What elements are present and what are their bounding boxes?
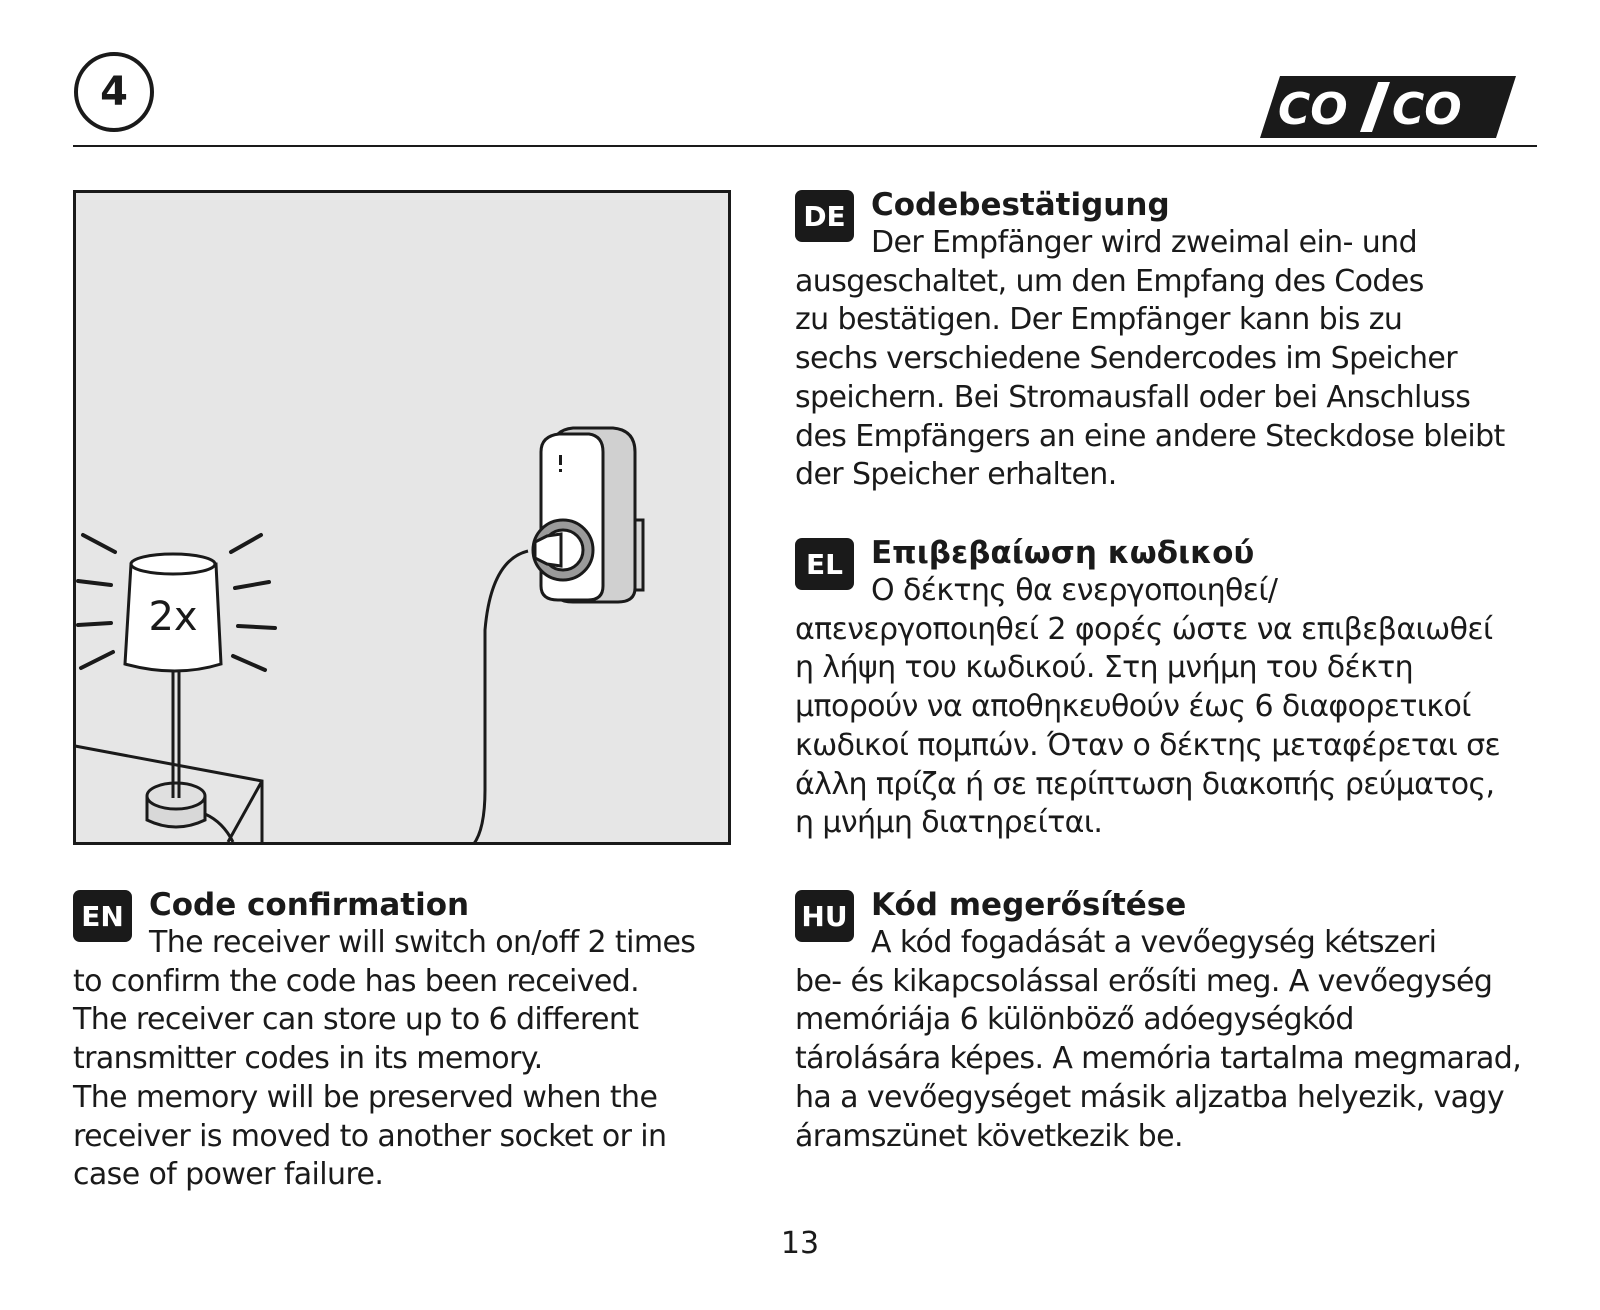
body-line: tárolására képes. A memória tartalma megmarad, <box>795 1041 1522 1077</box>
svg-text:CO: CO <box>1278 84 1348 135</box>
section-body-el <box>795 534 1565 843</box>
section-body-de <box>795 186 1565 495</box>
body-line: ausgeschaltet, um den Empfang des Codes <box>795 263 1424 299</box>
body-line: The memory will be preserved when the <box>73 1079 658 1115</box>
svg-text:CO: CO <box>1392 84 1462 135</box>
body-line: áramszünet következik be. <box>795 1118 1183 1154</box>
step-number-badge <box>74 52 154 132</box>
remote-receiver-socket <box>533 428 643 602</box>
section-el <box>795 534 1565 843</box>
body-line: ha a vevőegységet másik aljzatba helyezik, vagy <box>795 1079 1504 1115</box>
body-line: zu bestätigen. Der Empfänger kann bis zu <box>795 302 1403 338</box>
body-line: η μνήμη διατηρείται. <box>795 805 1103 841</box>
page-number: 13 <box>780 1226 820 1261</box>
body-line: μπορούν να αποθηκευθούν έως 6 διαφορετικοί <box>795 689 1471 725</box>
language-badge-hu: HU <box>795 890 854 942</box>
body-line: memóriája 6 különböző adóegységkód <box>795 1002 1354 1038</box>
lamp-label: 2x <box>148 594 198 640</box>
section-title-en: Code confirmation <box>149 887 470 923</box>
section-title-de: Codebestätigung <box>871 187 1170 223</box>
section-body-hu <box>795 886 1565 1156</box>
header-divider <box>73 145 1537 147</box>
coco-logo <box>1260 74 1516 140</box>
body-line: be- és kikapcsolással erősíti meg. A vevőegység <box>795 963 1493 999</box>
body-line: απενεργοποιηθεί 2 φορές ώστε να επιβεβαιωθεί <box>795 611 1493 647</box>
body-line: sechs verschiedene Sendercodes im Speicher <box>795 341 1458 377</box>
language-badge-de: DE <box>795 190 854 242</box>
section-de <box>795 186 1565 495</box>
language-badge-en: EN <box>73 890 132 942</box>
body-line: receiver is moved to another socket or in <box>73 1118 667 1154</box>
body-line: transmitter codes in its memory. <box>73 1041 543 1077</box>
body-line: to confirm the code has been received. <box>73 963 640 999</box>
body-line: άλλη πρίζα ή σε περίπτωση διακοπής ρεύματος, <box>795 766 1495 802</box>
body-line: The receiver can store up to 6 different <box>73 1002 639 1038</box>
body-line: Ο δέκτης θα ενεργοποιηθεί/ <box>871 573 1278 608</box>
body-line: The receiver will switch on/off 2 times <box>149 925 696 960</box>
section-title-el: Επιβεβαίωση κωδικού <box>871 535 1255 571</box>
body-line: κωδικοί πομπών. Όταν ο δέκτης μεταφέρεται σε <box>795 727 1501 763</box>
section-en <box>73 886 733 1195</box>
section-hu <box>795 886 1565 1156</box>
language-badge-el: EL <box>795 538 854 590</box>
body-line: case of power failure. <box>73 1157 384 1193</box>
body-line: des Empfängers an eine andere Steckdose bleibt <box>795 418 1505 454</box>
step-number: 4 <box>100 69 128 115</box>
body-line: Der Empfänger wird zweimal ein- und <box>871 225 1418 260</box>
body-line: der Speicher erhalten. <box>795 457 1117 493</box>
section-body-en <box>73 886 733 1195</box>
section-title-hu: Kód megerősítése <box>871 887 1187 923</box>
lamp-receiver-illustration <box>73 190 731 845</box>
body-line: η λήψη του κωδικού. Στη μνήμη του δέκτη <box>795 650 1414 686</box>
body-line: A kód fogadását a vevőegység kétszeri <box>871 925 1437 960</box>
body-line: speichern. Bei Stromausfall oder bei Anschluss <box>795 379 1471 415</box>
